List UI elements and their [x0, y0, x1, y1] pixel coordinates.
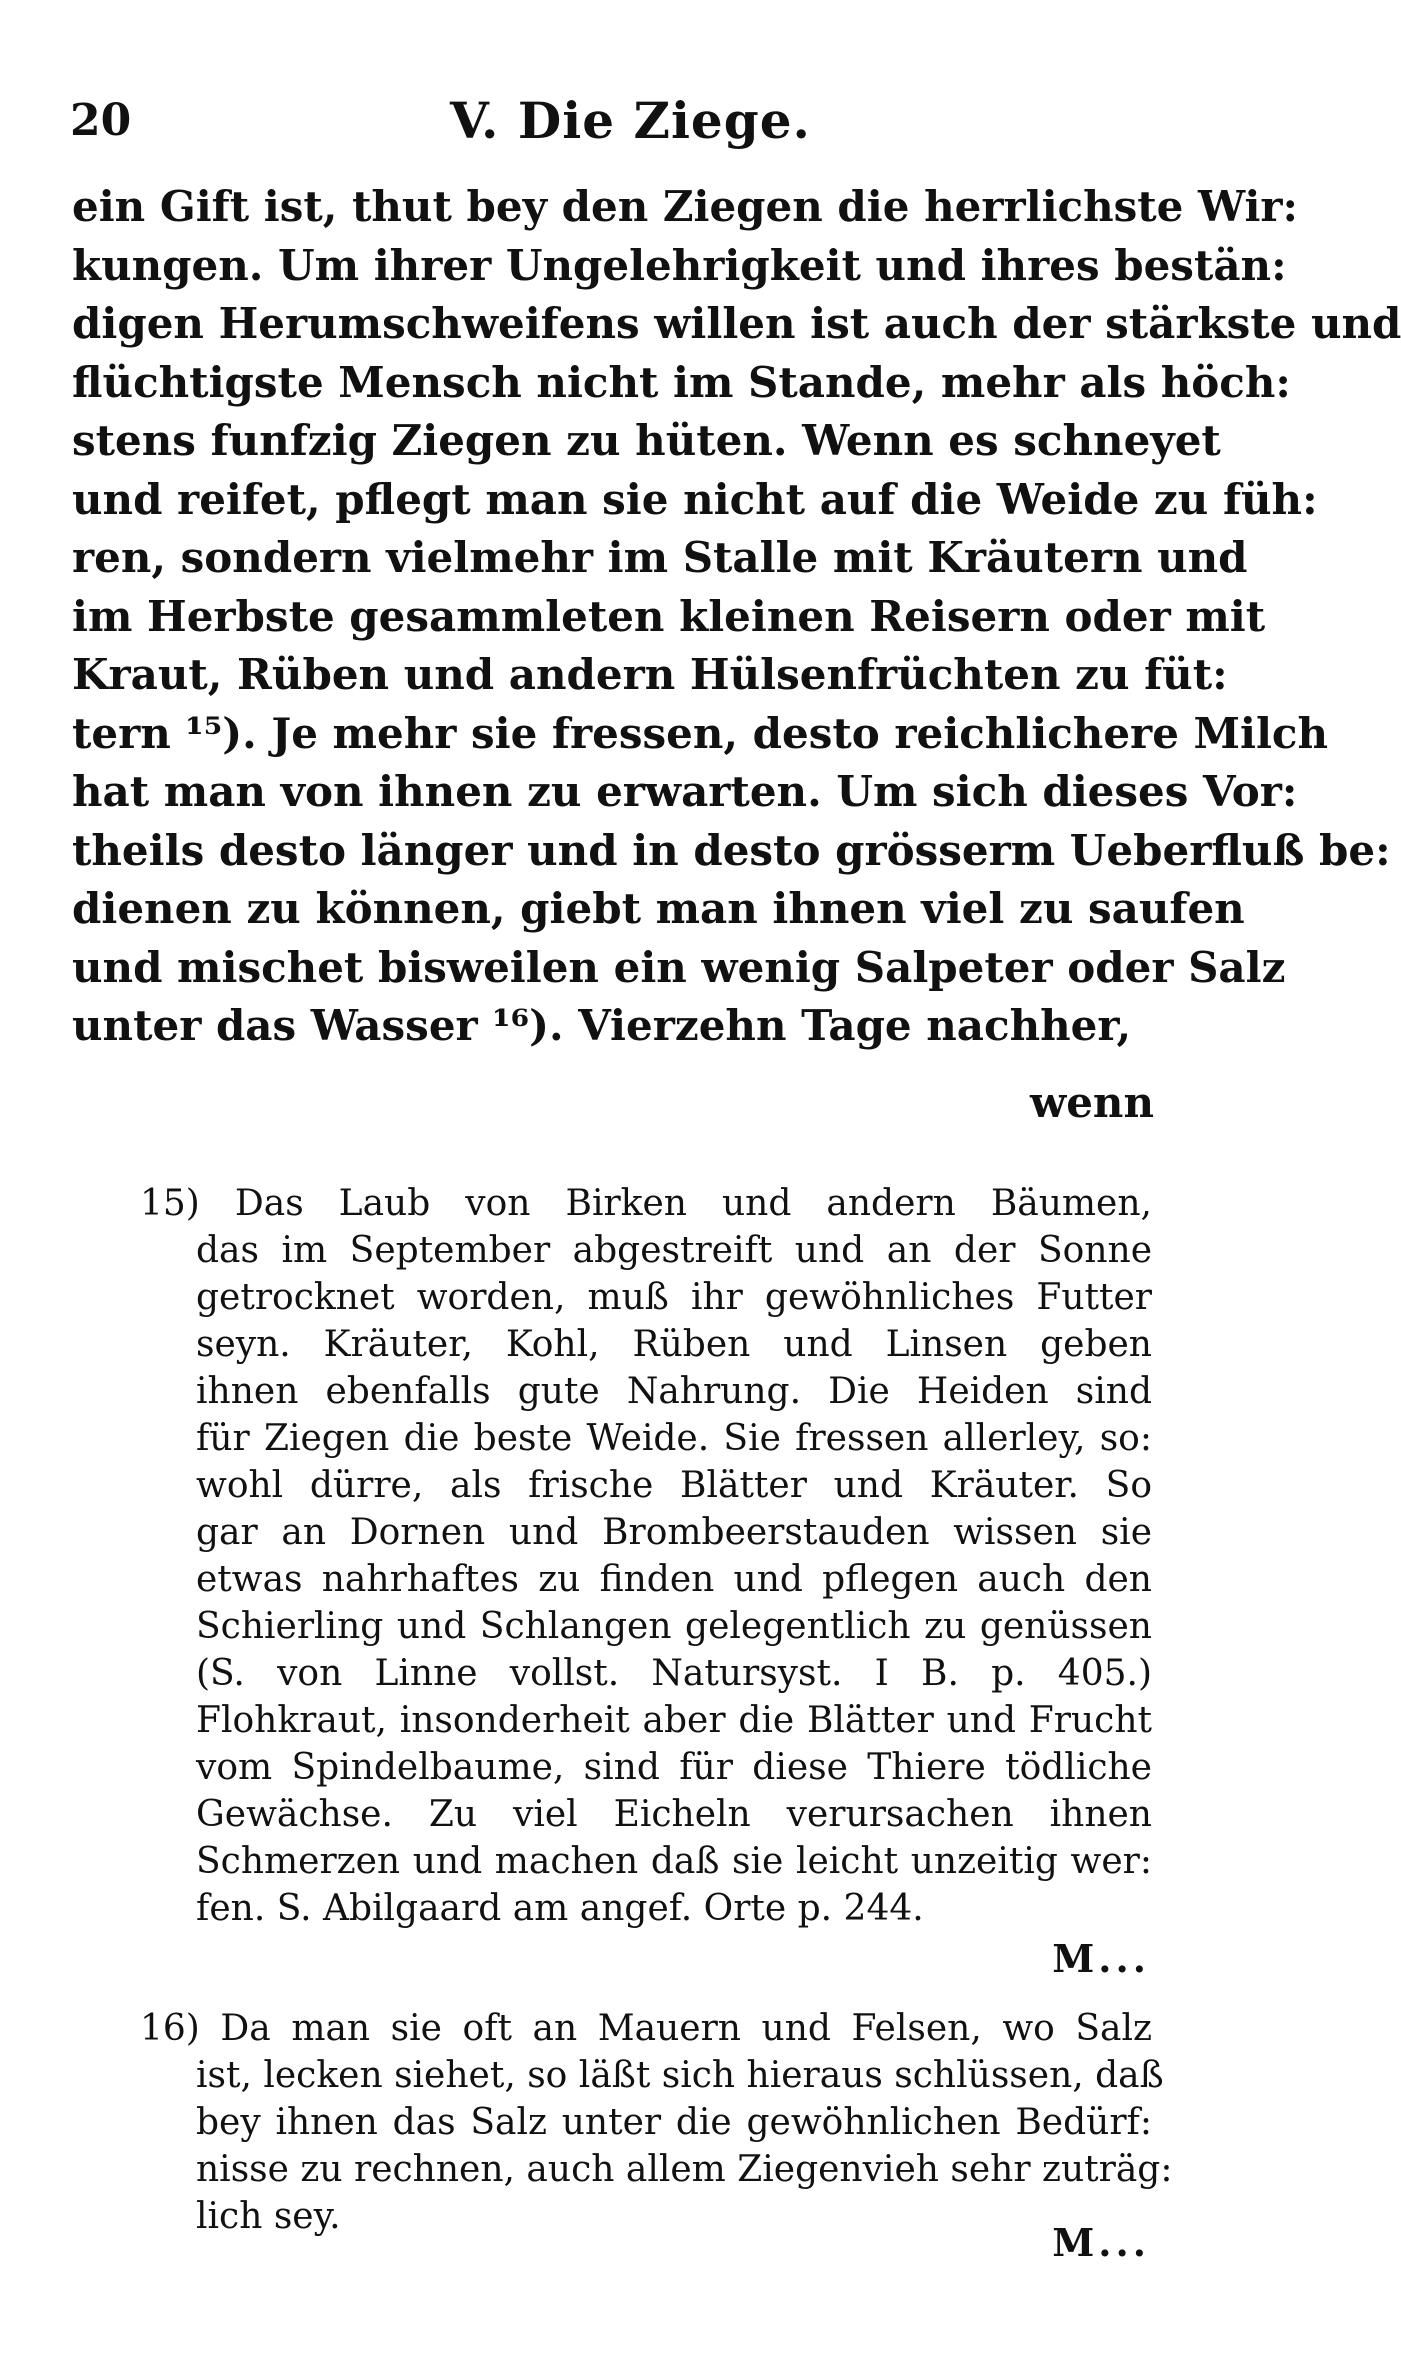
- main-text-line: unter das Wasser ¹⁶). Vierzehn Tage nachher,: [72, 1001, 1132, 1050]
- footnote-line: 16) Da man sie oft an Mauern und Felsen, wo Salz: [140, 2008, 1152, 2049]
- main-text-line: und mischet bisweilen ein wenig Salpeter oder Salz: [72, 942, 1286, 992]
- footnote-line: Gewächse. Zu viel Eicheln verursachen ihnen: [196, 1794, 1152, 1835]
- footnote-line: etwas nahrhaftes zu finden und pflegen auch den: [196, 1559, 1152, 1600]
- footnote-line: (S. von Linne vollst. Natursyst. I B. p. 405.): [196, 1653, 1152, 1694]
- page-header: [70, 91, 1160, 165]
- main-text-line: tern ¹⁵). Je mehr sie fressen, desto reichlichere Milch: [72, 708, 1329, 758]
- footnote-15: [140, 1180, 1152, 1932]
- footnote-16-catchword: M...: [1052, 2220, 1150, 2265]
- footnote-line: nisse zu rechnen, auch allem Ziegenvieh sehr zuträg:: [196, 2149, 1173, 2190]
- footnote-line: Schierling und Schlangen gelegentlich zu genüssen: [196, 1606, 1152, 1647]
- main-text-line: hat man von ihnen zu erwarten. Um sich dieses Vor:: [72, 767, 1298, 816]
- main-text-line: ren, sondern vielmehr im Stalle mit Kräutern und: [72, 533, 1248, 582]
- main-text-line: theils desto länger und in desto grösserm Ueberfluß be:: [72, 825, 1391, 875]
- footnote-line: für Ziegen die beste Weide. Sie fressen allerley, so:: [196, 1418, 1152, 1459]
- footnote-line: seyn. Kräuter, Kohl, Rüben und Linsen geben: [196, 1324, 1152, 1365]
- footnote-line: Schmerzen und machen daß sie leicht unzeitig wer:: [196, 1841, 1152, 1882]
- footnote-line: getrocknet worden, muß ihr gewöhnliches Futter: [196, 1277, 1152, 1318]
- footnote-line: vom Spindelbaume, sind für diese Thiere tödliche: [196, 1747, 1152, 1788]
- main-text-line: kungen. Um ihrer Ungelehrigkeit und ihres bestän:: [72, 240, 1287, 290]
- footnote-line: gar an Dornen und Brombeerstauden wissen sie: [196, 1512, 1152, 1553]
- main-text-line: im Herbste gesammleten kleinen Reisern oder mit: [72, 591, 1266, 641]
- running-head: V. Die Ziege.: [450, 91, 811, 150]
- page-number: 20: [70, 95, 132, 146]
- main-text-line: dienen zu können, giebt man ihnen viel zu saufen: [72, 884, 1245, 933]
- footnote-line: Flohkraut, insonderheit aber die Blätter und Frucht: [196, 1700, 1152, 1741]
- footnote-15-catchword: M...: [1052, 1936, 1150, 1981]
- main-text-line: stens funfzig Ziegen zu hüten. Wenn es schneyet: [72, 416, 1221, 465]
- footnote-line: fen. S. Abilgaard am angef. Orte p. 244.: [196, 1888, 924, 1929]
- main-text-block: [72, 178, 1401, 1056]
- main-text-line: und reifet, pflegt man sie nicht auf die Weide zu füh:: [72, 474, 1318, 524]
- main-text-line: ein Gift ist, thut bey den Ziegen die herrlichste Wir:: [72, 182, 1299, 231]
- footnote-line: lich sey.: [196, 2196, 341, 2237]
- footnote-line: das im September abgestreift und an der Sonne: [196, 1230, 1152, 1271]
- main-text-line: digen Herumschweifens willen ist auch der stärkste und: [72, 299, 1401, 348]
- footnote-line: 15) Das Laub von Birken und andern Bäumen,: [140, 1183, 1152, 1224]
- footnote-line: wohl dürre, als frische Blätter und Kräuter. So: [196, 1465, 1152, 1506]
- footnote-line: ist, lecken siehet, so läßt sich hieraus schlüssen, daß: [196, 2055, 1164, 2096]
- main-catchword: wenn: [1030, 1078, 1154, 1127]
- footnote-line: ihnen ebenfalls gute Nahrung. Die Heiden sind: [196, 1371, 1152, 1412]
- footnote-line: bey ihnen das Salz unter die gewöhnlichen Bedürf:: [196, 2102, 1152, 2143]
- main-text-line: flüchtigste Mensch nicht im Stande, mehr als höch:: [72, 357, 1291, 407]
- main-text-line: Kraut, Rüben und andern Hülsenfrüchten zu füt:: [72, 650, 1228, 699]
- footnote-16: [140, 2005, 1173, 2240]
